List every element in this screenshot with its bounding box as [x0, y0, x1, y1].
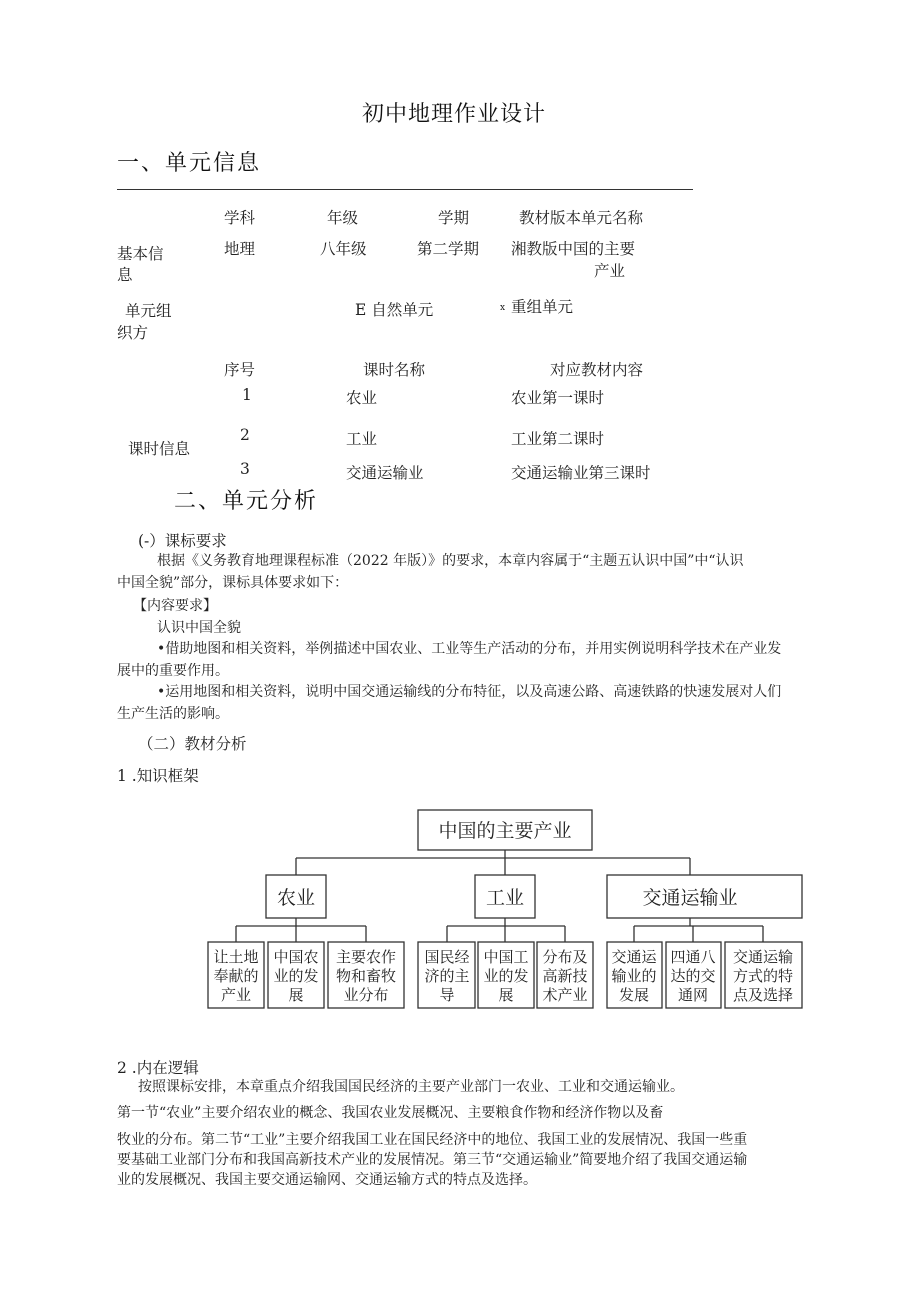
leaf-line: 奉献的 — [213, 967, 259, 985]
leaf-line: 展 — [498, 986, 514, 1004]
leaf-line: 交通运 — [611, 948, 657, 966]
grade-value: 八年级 — [320, 240, 367, 258]
lesson-header-no: 序号 — [224, 361, 256, 379]
requirement-label: 【内容要求】 — [133, 598, 217, 614]
bullet-item: •运用地图和相关资料，说明中国交通运输线的分布特征，以及高速公路、高速铁路的快速发展对人们 — [157, 684, 782, 700]
leaf-line: 业分布 — [343, 986, 389, 1004]
leaf-line: 国民经 — [424, 948, 470, 966]
paragraph: 按照课标安排，本章重点介绍我国国民经济的主要产业部门一农业、工业和交通运输业。 — [138, 1079, 684, 1095]
curriculum-heading: (-）课标要求 — [138, 532, 227, 550]
lesson-content: 交通运输业第三课时 — [511, 464, 651, 482]
requirement-topic: 认识中国全貌 — [157, 620, 241, 636]
lesson-header-name: 课时名称 — [363, 361, 426, 379]
option-mark: x — [500, 303, 506, 313]
paragraph: 牧业的分布。第二节“工业”主要介绍我国工业在国民经济中的地位、我国工业的发展情况、我国一些重 — [117, 1132, 748, 1148]
lesson-info-label: 课时信息 — [128, 440, 191, 458]
bullet-item: 生产生活的影响。 — [117, 706, 229, 722]
leaf-line: 中国工 — [483, 948, 529, 966]
leaf-line: 发展 — [618, 986, 650, 1004]
section-2-heading: 二、单元分析 — [174, 489, 319, 514]
paragraph: 根据《义务教育地理课程标准（2022 年版）》的要求，本章内容属于“主题五认识中国”中“认识 — [157, 553, 744, 569]
leaf-line: 通网 — [677, 986, 709, 1004]
leaf-line: 业的发 — [273, 967, 319, 985]
page-title: 初中地理作业设计 — [362, 102, 547, 127]
leaf-line: 输业的 — [611, 967, 657, 985]
leaf-line: 分布及 — [542, 948, 588, 966]
leaf-line: 济的主 — [424, 967, 470, 985]
branch-label: 交通运输业 — [642, 887, 738, 909]
leaf-line: 业的发 — [483, 967, 529, 985]
leaf-line: 术产业 — [542, 986, 588, 1004]
header-grade: 年级 — [327, 209, 359, 227]
bullet-item: •借助地图和相关资料，举例描述中国农业、工业等生产活动的分布，并用实例说明科学技术在产业发 — [157, 641, 782, 657]
org-label: 单元组 — [125, 302, 172, 320]
bullet-item: 展中的重要作用。 — [117, 663, 229, 679]
regrouped-unit-option: 重组单元 — [511, 298, 574, 316]
basic-info-label: 基本信 — [117, 245, 164, 263]
lesson-content: 工业第二课时 — [511, 430, 605, 448]
basic-info-label-2: 息 — [117, 266, 133, 284]
lesson-header-content: 对应教材内容 — [550, 361, 644, 379]
paragraph: 第一节“农业”主要介绍农业的概念、我国农业发展概况、主要粮食作物和经济作物以及畜 — [117, 1105, 664, 1121]
leaf-line: 高新技 — [542, 967, 588, 985]
lesson-no: 3 — [240, 460, 250, 478]
leaf-line: 物和畜牧 — [335, 967, 397, 985]
paragraph: 要基础工业部门分布和我国高新技术产业的发展情况。第三节“交通运输业”简要地介绍了我国交通运输 — [117, 1152, 748, 1168]
leaf-line: 方式的特 — [732, 967, 794, 985]
lesson-name: 工业 — [346, 430, 378, 448]
leaf-line: 让土地 — [213, 948, 259, 966]
header-subject: 学科 — [224, 209, 256, 227]
textbook-analysis-heading: （二）教材分析 — [138, 735, 247, 753]
lesson-name: 农业 — [346, 389, 378, 407]
lesson-name: 交通运输业 — [346, 464, 424, 482]
lesson-no: 1 — [242, 386, 252, 404]
leaf-line: 达的交 — [670, 967, 716, 985]
header-textbook-unit: 教材版本单元名称 — [519, 209, 644, 227]
org-label-2: 织方 — [117, 324, 149, 342]
section-1-heading: 一、单元信息 — [117, 151, 262, 176]
paragraph: 业的发展概况、我国主要交通运输网、交通运输方式的特点及选择。 — [117, 1172, 537, 1188]
leaf-line: 交通运输 — [732, 948, 794, 966]
lesson-content: 农业第一课时 — [511, 389, 605, 407]
inner-logic-heading: 2 .内在逻辑 — [117, 1059, 199, 1077]
root-label: 中国的主要产业 — [438, 820, 572, 842]
paragraph: 中国全貌”部分，课标具体要求如下： — [117, 575, 349, 591]
semester-value: 第二学期 — [417, 240, 480, 258]
branch-label: 工业 — [485, 887, 525, 909]
lesson-no: 2 — [240, 426, 250, 444]
leaf-line: 中国农 — [273, 948, 319, 966]
leaf-line: 导 — [439, 986, 455, 1004]
unit-name-value-2: 产业 — [594, 262, 626, 280]
leaf-line: 产业 — [220, 986, 252, 1004]
natural-unit-option: E 自然单元 — [355, 301, 434, 319]
unit-name-value: 湘教版中国的主要 — [511, 240, 636, 258]
subject-value: 地理 — [224, 240, 256, 258]
leaf-line: 主要农作 — [335, 948, 397, 966]
knowledge-framework-heading: 1 .知识框架 — [117, 767, 199, 785]
leaf-line: 点及选择 — [732, 986, 794, 1004]
leaf-line: 展 — [288, 986, 304, 1004]
header-semester: 学期 — [438, 209, 470, 227]
leaf-line: 四通八 — [670, 948, 716, 966]
branch-label: 农业 — [276, 887, 316, 909]
